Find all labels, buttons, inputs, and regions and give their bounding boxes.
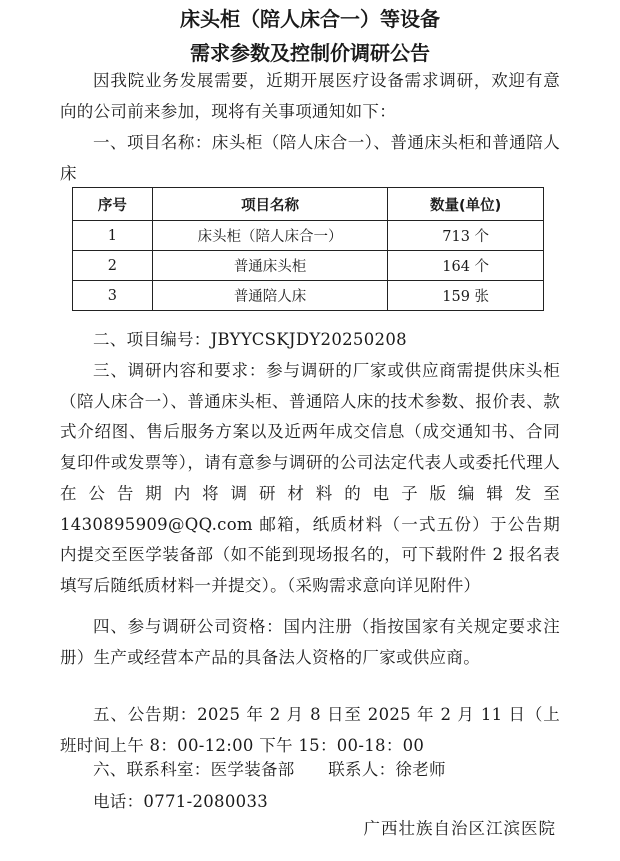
cell-no: 2 (73, 251, 153, 281)
section-contact: 六、联系科室：医学装备部 联系人：徐老师 (93, 760, 446, 779)
section-announcement-period: 五、公告期：2025 年 2 月 8 日至 2025 年 2 月 11 日（上班时间上午 8：00-12:00 下午 15：00-18：00 (60, 705, 560, 755)
section-qualifications: 四、参与调研公司资格：国内注册（指按国家有关规定要求注册）生产或经营本产品的具备法人资格的厂家或供应商。 (60, 617, 560, 667)
header-qty: 数量(单位) (388, 188, 544, 221)
contact-phone: 电话：0771-2080033 (93, 792, 269, 811)
table-row (73, 221, 544, 251)
cell-no: 3 (73, 281, 153, 311)
section-project-number: 二、项目编号：JBYYCSKJDY20250208 (93, 330, 407, 349)
cell-no: 1 (73, 221, 153, 251)
intro-paragraph: 因我院业务发展需要，近期开展医疗设备需求调研，欢迎有意向的公司前来参加，现将有关事项通知如下： (60, 71, 560, 121)
cell-qty: 713 个 (388, 221, 544, 251)
header-no: 序号 (73, 188, 153, 221)
cell-name: 普通陪人床 (152, 281, 387, 311)
page-title-line1: 床头柜（陪人床合一）等设备 (180, 7, 440, 31)
section-requirements: 三、调研内容和要求：参与调研的厂家或供应商需提供床头柜（陪人床合一）、普通床头柜、普通陪人床的技术参数、报价表、款式介绍图、售后服务方案以及近两年成交信息（成交通知书、合同复印件或发票等），请有意参与调研的公司法定代表人或委托代理人在公告期内将调研材料的电子版编辑发至 1430895909@QQ.com 邮箱，纸质材料（一式五份）于公告期内提交至医学装备部（如不能到现场报名的，可下载附件 2 报名表填写后随纸质材料一并提交）。（采购需求意向详见附件） (60, 361, 560, 595)
table-header-row (73, 188, 544, 221)
header-name: 项目名称 (152, 188, 387, 221)
cell-name: 床头柜（陪人床合一） (152, 221, 387, 251)
table-row (73, 251, 544, 281)
cell-qty: 164 个 (388, 251, 544, 281)
items-table (72, 187, 544, 311)
table-row (73, 281, 544, 311)
section-project-name: 一、项目名称：床头柜（陪人床合一）、普通床头柜和普通陪人床 (60, 133, 560, 183)
page-title-line2: 需求参数及控制价调研公告 (190, 41, 430, 65)
cell-qty: 159 张 (388, 281, 544, 311)
cell-name: 普通床头柜 (152, 251, 387, 281)
signature: 广西壮族自治区江滨医院 (363, 819, 556, 838)
